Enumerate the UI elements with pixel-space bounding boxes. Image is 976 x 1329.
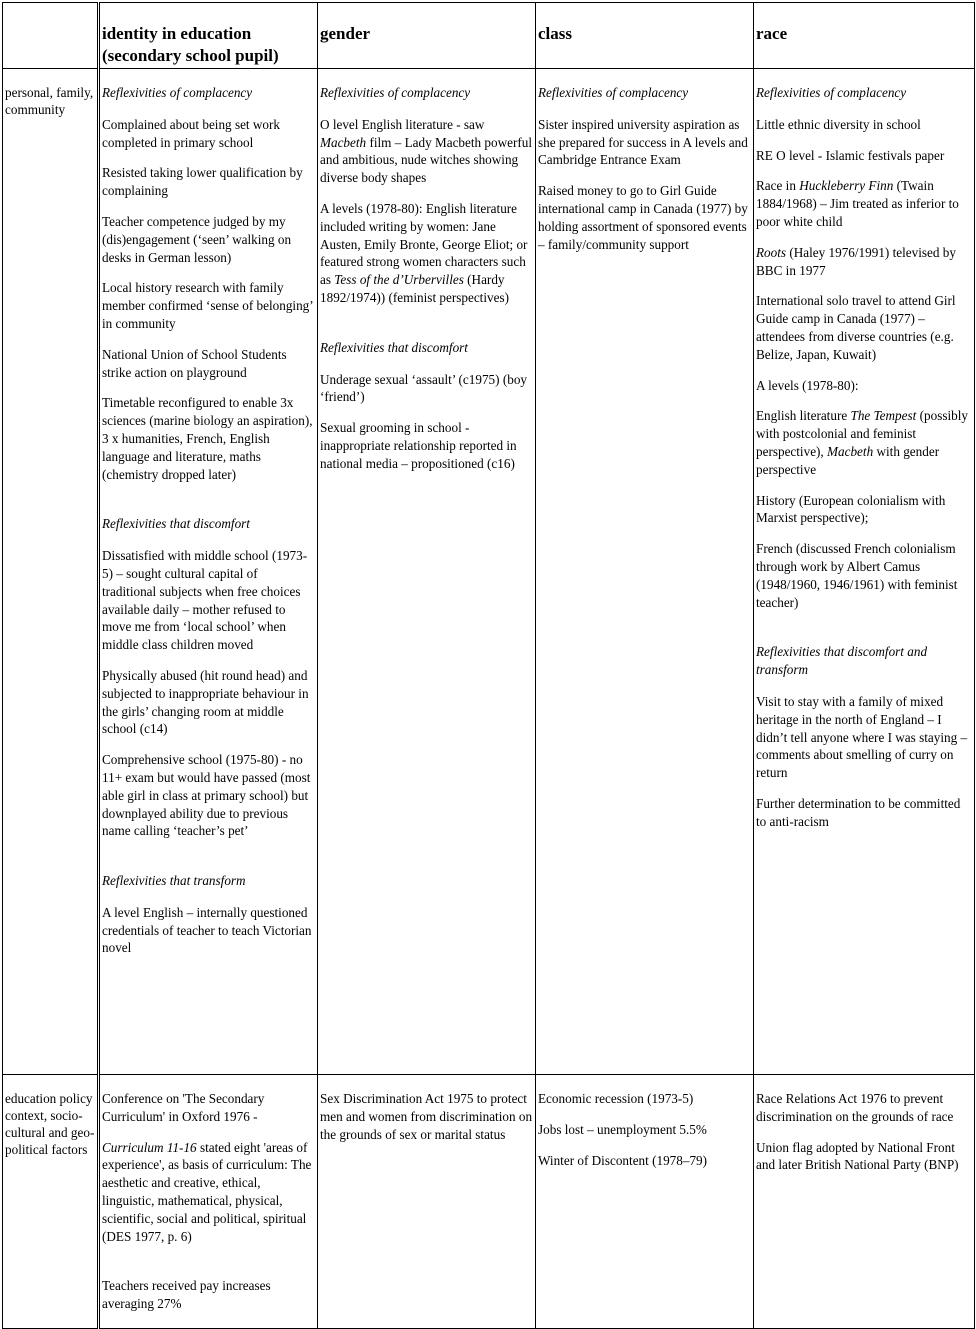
cell-entry: [756, 244, 972, 280]
entry-text: Teachers received pay increases averaging 27%: [102, 1278, 271, 1312]
entry-text: Raised money to go to Girl Guide international camp in Canada (1977) by holding assortment of sponsored events – family/community support: [538, 183, 748, 252]
italic-title: Roots: [756, 244, 787, 260]
cell-entry: [756, 377, 972, 395]
header-class: class: [536, 3, 754, 69]
italic-title: The Tempest: [850, 408, 917, 424]
cell-class-personal: [536, 69, 754, 1075]
reflexivity-heading: [538, 84, 751, 102]
entry-text: Resisted taking lower qualification by complaining: [102, 165, 303, 199]
entry-text: Reflexivities of complacency: [538, 85, 689, 100]
cell-entry: [756, 147, 972, 165]
cell-entry: [102, 1090, 315, 1126]
entry-text: French (discussed French colonialism through work by Albert Camus (1948/1960, 1946/1961) with feminist teacher): [756, 541, 958, 610]
italic-title: Macbeth: [827, 443, 874, 459]
entry-text: Conference on 'The Secondary Curriculum' in Oxford 1976 -: [102, 1091, 265, 1124]
cell-entry: [102, 667, 315, 738]
cell-entry: [102, 213, 315, 266]
cell-gender-personal: [318, 69, 536, 1075]
entry-text: Sex Discrimination Act 1975 to protect men and women from discrimination on the grounds of sex or marital status: [320, 1091, 533, 1142]
cell-entry: [102, 904, 315, 957]
cell-entry: [102, 1139, 315, 1246]
cell-entry: [320, 200, 533, 307]
entry-text: English literature: [756, 408, 851, 424]
cell-entry: [756, 292, 972, 363]
cell-entry: [538, 182, 751, 253]
table-row: [3, 69, 975, 1075]
entry-text: Reflexivities of complacency: [102, 85, 253, 100]
entry-text: Reflexivities of complacency: [320, 85, 471, 100]
entry-text: (possibly with postcolonial and feminist perspective),: [756, 408, 968, 459]
entry-text: with gender perspective: [756, 443, 940, 477]
entry-text: Visit to stay with a family of mixed heritage in the north of England – I didn’t tell anyone where I was staying – comments about smelling of curry on return: [756, 693, 968, 781]
cell-entry: [538, 1121, 751, 1139]
cell-entry: [756, 693, 972, 782]
cell-identity-personal: [99, 69, 318, 1075]
entry-text: Economic recession (1973-5): [538, 1091, 694, 1106]
entry-text: Comprehensive school (1975-80) - no 11+ exam but would have passed (most able girl in class at primary school) but downplayed ability due to previous name calling ‘teacher’s pet’: [102, 752, 311, 839]
cell-entry: [538, 1152, 751, 1170]
cell-entry: [320, 1090, 533, 1143]
entry-text: Little ethnic diversity in school: [756, 116, 921, 132]
cell-race-policy: [754, 1075, 975, 1329]
entry-text: RE O level - Islamic festivals paper: [756, 147, 945, 163]
cell-entry: [102, 279, 315, 332]
cell-entry: [102, 116, 315, 152]
cell-race-personal: [754, 69, 975, 1075]
entry-text: Physically abused (hit round head) and subjected to inappropriate behaviour in the girls’ changing room at middle school (c14): [102, 667, 309, 737]
cell-entry: [756, 492, 972, 528]
cell-entry: [756, 407, 972, 478]
cell-entry: [102, 346, 315, 382]
reflexivity-heading: [756, 643, 972, 679]
italic-title: Macbeth: [320, 134, 367, 150]
entry-text: Sexual grooming in school - inappropriate relationship reported in national media – propositioned (c16): [320, 420, 517, 471]
header-gender: gender: [318, 3, 536, 69]
entry-text: Complained about being set work completed in primary school: [102, 116, 280, 150]
entry-text: Race in: [756, 178, 800, 194]
reflexivity-heading: [102, 84, 315, 102]
cell-gender-policy: [318, 1075, 536, 1329]
entry-text: Sister inspired university aspiration as she prepared for success in A levels and Cambridge Entrance Exam: [538, 116, 748, 168]
cell-entry: [102, 547, 315, 654]
entry-text: Jobs lost – unemployment 5.5%: [538, 1121, 707, 1137]
cell-class-policy: [536, 1075, 754, 1329]
cell-entry: [102, 751, 315, 840]
entry-text: Reflexivities that discomfort and transform: [756, 644, 928, 678]
entry-text: film – Lady Macbeth powerful and ambitious, nude witches showing diverse body shapes: [320, 134, 533, 186]
cell-entry: [102, 394, 315, 483]
entry-text: Race Relations Act 1976 to prevent discrimination on the grounds of race: [756, 1091, 954, 1124]
entry-text: A levels (1978-80): English literature included writing by women: Jane Austen, Emily Bronte, George Eliot; or featured strong women characters such as: [320, 200, 528, 288]
reflexivity-heading: [320, 84, 533, 102]
entry-text: National Union of School Students strike action on playground: [102, 346, 287, 380]
italic-title: Tess of the d’Urbervilles: [334, 272, 464, 288]
entry-text: stated eight 'areas of experience', as basis of curriculum: The aesthetic and creative, ethical, linguistic, mathematical, physical, scientific, social and political, spiritual (DES 1977, p. 6): [102, 1139, 312, 1244]
cell-identity-policy: [99, 1075, 318, 1329]
cell-entry: [102, 164, 315, 200]
entry-text: Timetable reconfigured to enable 3x sciences (marine biology an aspiration), 3 x humanities, French, English language and literature, maths (chemistry dropped later): [102, 395, 313, 482]
cell-entry: [538, 116, 751, 169]
cell-entry: [756, 116, 972, 134]
table-row: [3, 1075, 975, 1329]
header-empty: [3, 3, 99, 69]
cell-entry: [320, 419, 533, 472]
entry-text: (Twain 1884/1968) – Jim treated as inferior to poor white child: [756, 178, 959, 229]
italic-title: Curriculum 11-16: [102, 1139, 197, 1155]
cell-entry: [320, 116, 533, 187]
entry-text: O level English literature - saw: [320, 116, 485, 132]
entry-text: A levels (1978-80):: [756, 377, 859, 393]
header-race: race: [754, 3, 975, 69]
reflexivity-heading: [756, 84, 972, 102]
entry-text: Underage sexual ‘assault’ (c1975) (boy ‘friend’): [320, 371, 528, 405]
row-label-personal: personal, family, community: [3, 69, 99, 1075]
row-label-policy: education policy context, socio-cultural and geo-political factors: [3, 1075, 99, 1329]
cell-entry: [538, 1090, 751, 1108]
entry-text: Reflexivities that transform: [102, 873, 246, 889]
entry-text: International solo travel to attend Girl Guide camp in Canada (1977) – attendees from diverse countries (e.g. Belize, Japan, Kuwait): [756, 293, 956, 362]
italic-title: Huckleberry Finn: [799, 178, 894, 194]
entry-text: Further determination to be committed to anti-racism: [756, 795, 961, 829]
cell-entry: [756, 177, 972, 230]
header-identity: identity in education (secondary school pupil): [99, 3, 318, 69]
entry-text: Reflexivities that discomfort: [102, 516, 250, 532]
entry-text: Winter of Discontent (1978–79): [538, 1152, 708, 1168]
entry-text: Reflexivities that discomfort: [320, 339, 468, 355]
entry-text: Dissatisfied with middle school (1973-5) – sought cultural capital of traditional subjects when free choices available daily – mother refused to move me from ‘local school’ when middle class children moved: [102, 548, 308, 653]
identity-table: [2, 2, 975, 1329]
reflexivity-heading: [320, 339, 533, 357]
cell-entry: [756, 795, 972, 831]
cell-entry: [320, 371, 533, 407]
cell-entry: [756, 1139, 972, 1175]
cell-entry: [756, 540, 972, 611]
cell-entry: [756, 1090, 972, 1126]
entry-text: (Haley 1976/1991) televised by BBC in 1977: [756, 244, 956, 278]
entry-text: Local history research with family member confirmed ‘sense of belonging’ in community: [102, 280, 313, 331]
entry-text: History (European colonialism with Marxist perspective);: [756, 492, 946, 526]
header-row: [3, 3, 975, 69]
entry-text: Teacher competence judged by my (dis)engagement (‘seen’ walking on desks in German lesson): [102, 213, 292, 265]
entry-text: Union flag adopted by National Front and later British National Party (BNP): [756, 1139, 959, 1173]
cell-entry: [102, 1277, 315, 1313]
reflexivity-heading: [102, 872, 315, 890]
entry-text: Reflexivities of complacency: [756, 85, 907, 100]
entry-text: A level English – internally questioned credentials of teacher to teach Victorian novel: [102, 904, 312, 956]
reflexivity-heading: [102, 515, 315, 533]
entry-text: (Hardy 1892/1974)) (feminist perspectives): [320, 272, 509, 305]
